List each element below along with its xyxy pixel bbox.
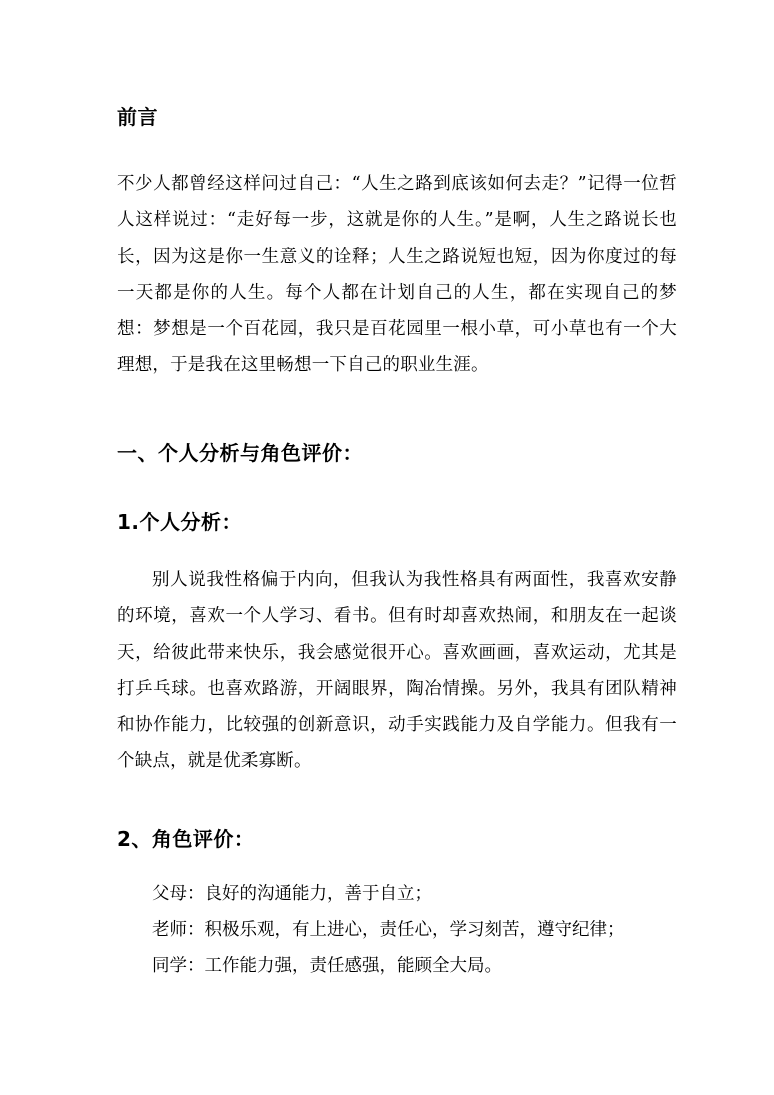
preface-paragraph: 不少人都曾经这样问过自己：“人生之路到底该如何去走？”记得一位哲人这样说过：“走好每一步，这就是你的人生。”是啊，人生之路说长也长，因为这是你一生意义的诠释；人生之路说短也短，因为你度过的每一天都是你的人生。每个人都在计划自己的人生，都在实现自己的梦想：梦想是一个百花园，我只是百花园里一根小草，可小草也有一个大理想，于是我在这里畅想一下自己的职业生涯。 bbox=[117, 174, 677, 376]
role-evaluation-classmates: 同学：工作能力强，责任感强，能顾全大局。 bbox=[152, 956, 502, 976]
role-evaluation-parents: 父母：良好的沟通能力，善于自立； bbox=[152, 884, 432, 904]
role-evaluation-list bbox=[152, 876, 677, 984]
section-heading-personal-analysis-and-role-evaluation: 一、个人分析与角色评价： bbox=[117, 441, 363, 465]
personal-analysis-paragraph: 别人说我性格偏于内向，但我认为我性格具有两面性，我喜欢安静的环境，喜欢一个人学习、看书。但有时却喜欢热闹，和朋友在一起谈天，给彼此带来快乐，我会感觉很开心。喜欢画画，喜欢运动，尤其是打乒乓球。也喜欢路游，开阔眼界，陶冶情操。另外，我具有团队精神和协作能力，比较强的创新意识，动手实践能力及自学能力。但我有一个缺点，就是优柔寡断。 bbox=[117, 570, 677, 772]
preface-heading: 前言 bbox=[117, 105, 158, 129]
subsection-heading-personal-analysis: 1.个人分析： bbox=[117, 510, 243, 534]
role-evaluation-teachers: 老师：积极乐观，有上进心，责任心，学习刻苦，遵守纪律； bbox=[152, 920, 625, 940]
subsection-heading-role-evaluation: 2、角色评价： bbox=[117, 827, 255, 851]
